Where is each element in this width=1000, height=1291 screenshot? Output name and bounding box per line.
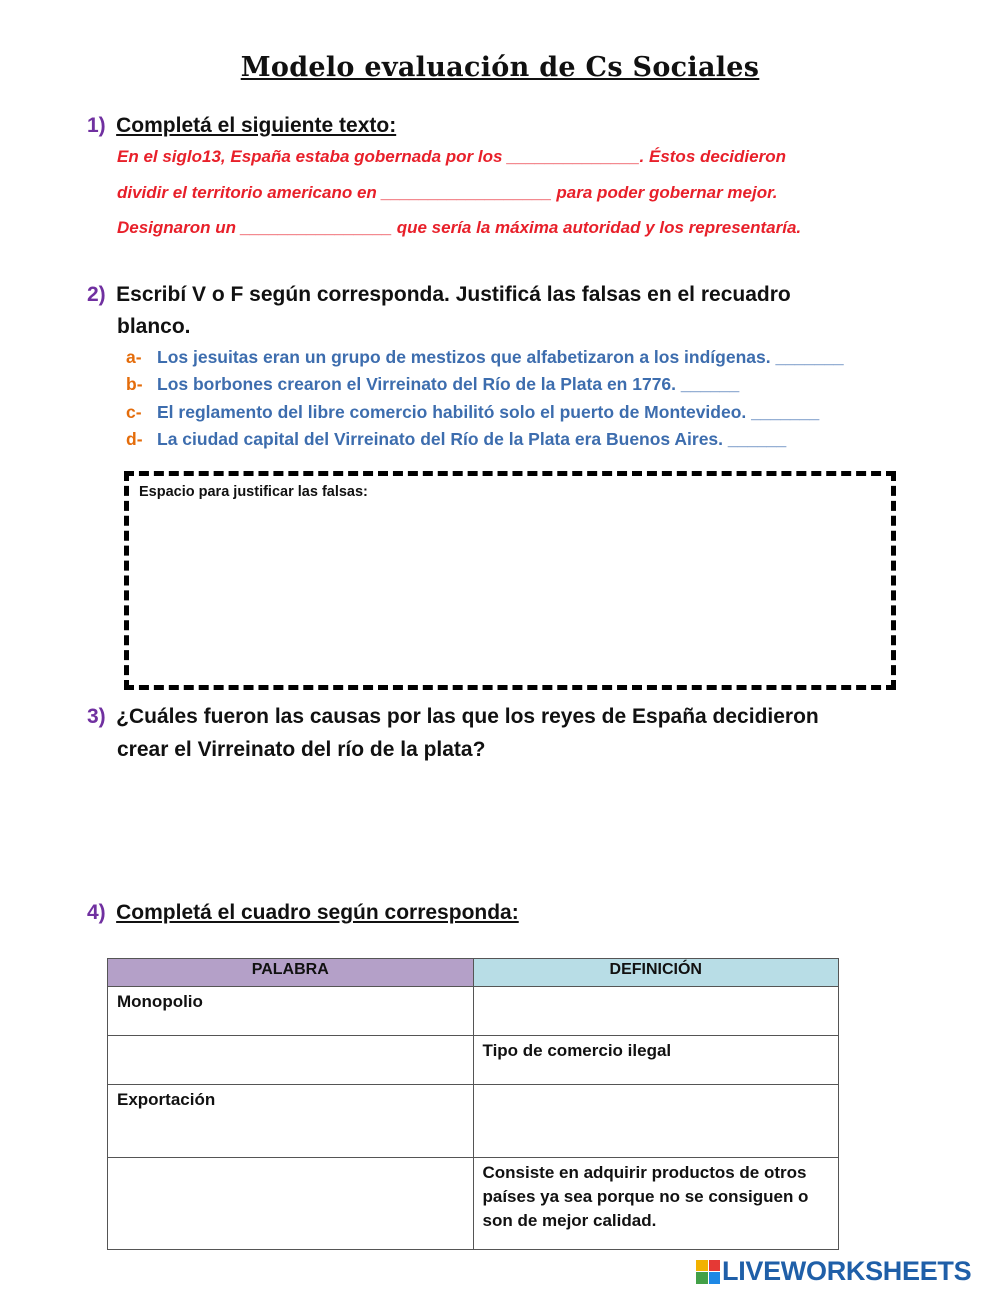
question-1-line-2[interactable]: dividir el territorio americano en __________________ para poder gobernar mejor.	[117, 183, 778, 202]
word-cell[interactable]	[108, 1036, 474, 1085]
question-4-title: Completá el cuadro según corresponda:	[116, 901, 519, 924]
question-1-title: Completá el siguiente texto:	[116, 114, 397, 137]
table-row	[108, 1036, 839, 1085]
item-letter: a-	[126, 347, 142, 367]
item-letter: c-	[126, 402, 142, 422]
definition-cell[interactable]	[473, 987, 839, 1036]
question-2-header	[87, 283, 791, 307]
word-cell[interactable]: Exportación	[108, 1085, 474, 1158]
word-cell[interactable]: Monopolio	[108, 987, 474, 1036]
question-2-item-b[interactable]	[126, 374, 739, 395]
item-text: El reglamento del libre comercio habilitó solo el puerto de Montevideo. _______	[157, 402, 820, 422]
question-2-item-c[interactable]	[126, 402, 819, 423]
definitions-table	[107, 958, 839, 1250]
liveworksheets-logo[interactable]	[696, 1256, 971, 1287]
table-row	[108, 987, 839, 1036]
justification-box[interactable]	[124, 471, 896, 690]
table-row	[108, 1085, 839, 1158]
question-4-header	[87, 901, 519, 925]
item-letter: d-	[126, 429, 143, 449]
header-definicion: DEFINICIÓN	[473, 959, 839, 987]
item-text: La ciudad capital del Virreinato del Río de la Plata era Buenos Aires. ______	[157, 429, 787, 449]
justification-box-label: Espacio para justificar las falsas:	[139, 484, 368, 500]
definition-cell[interactable]: Consiste en adquirir productos de otros países ya sea porque no se consiguen o son de mejor calidad.	[473, 1158, 839, 1250]
table-header-row	[108, 959, 839, 987]
question-2-item-d[interactable]	[126, 429, 786, 450]
question-2-title-line-1: Escribí V o F según corresponda. Justificá las falsas en el recuadro	[116, 283, 791, 306]
item-letter: b-	[126, 374, 143, 394]
question-1-line-1[interactable]: En el siglo13, España estaba gobernada por los ______________. Éstos decidieron	[117, 147, 786, 166]
liveworksheets-logo-icon	[696, 1260, 720, 1284]
header-palabra: PALABRA	[108, 959, 474, 987]
logo-text: LIVEWORKSHEETS	[722, 1256, 972, 1286]
question-2-item-a[interactable]	[126, 347, 844, 368]
page-title: Modelo evaluación de Cs Sociales	[240, 52, 760, 83]
question-3-header	[87, 705, 819, 729]
definition-cell[interactable]	[473, 1085, 839, 1158]
question-2-title-line-2: blanco.	[117, 315, 191, 338]
word-cell[interactable]	[108, 1158, 474, 1250]
question-3-number: 3)	[87, 705, 106, 728]
question-1-header	[87, 114, 396, 138]
item-text: Los borbones crearon el Virreinato del Río de la Plata en 1776. ______	[157, 374, 740, 394]
question-4-number: 4)	[87, 901, 106, 924]
table-row	[108, 1158, 839, 1250]
question-3-line-1: ¿Cuáles fueron las causas por las que los reyes de España decidieron	[116, 705, 819, 728]
question-1-line-3[interactable]: Designaron un ________________ que sería la máxima autoridad y los representaría.	[117, 218, 802, 237]
item-text: Los jesuitas eran un grupo de mestizos que alfabetizaron a los indígenas. _______	[157, 347, 844, 367]
definition-cell[interactable]: Tipo de comercio ilegal	[473, 1036, 839, 1085]
question-2-number: 2)	[87, 283, 106, 306]
question-3-line-2: crear el Virreinato del río de la plata?	[117, 738, 486, 761]
question-1-number: 1)	[87, 114, 106, 137]
